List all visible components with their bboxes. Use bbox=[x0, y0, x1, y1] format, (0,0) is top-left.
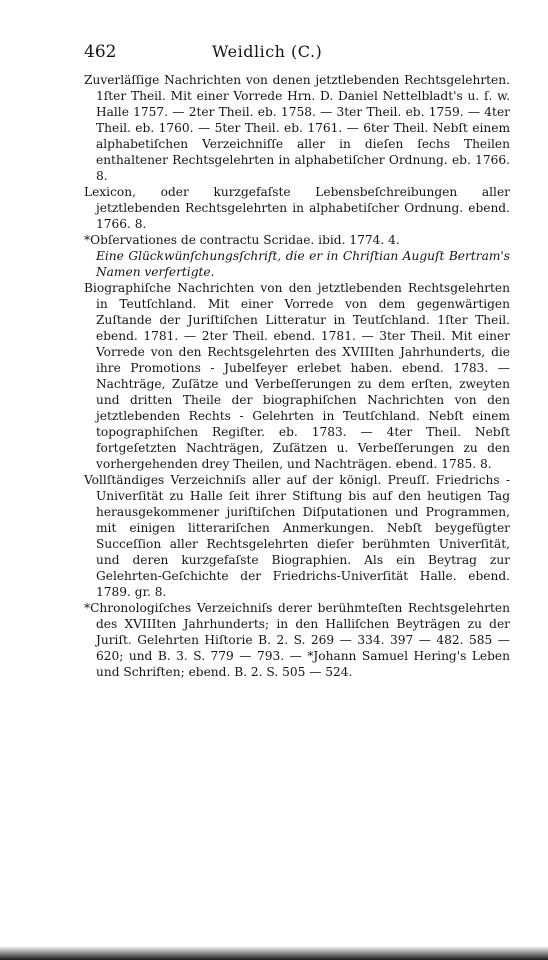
bibliography-list bbox=[84, 72, 510, 680]
entry-note: Eine Glückwünſchungsſchrift, die er in Chriſtian Auguſt Bertram's Namen verfertigte. bbox=[96, 249, 510, 279]
entry-text: Zuverläſſige Nachrichten von denen jetztlebenden Rechtsgelehrten. 1ſter Theil. Mit einer Vorrede Hrn. D. Daniel Nettelbladt's u. ſ. w. Halle 1757. — 2ter Theil. eb. 1758. — 3ter Theil. eb. 1759. — 4ter Theil. eb. 1760. — 5ter Theil. eb. 1761. — 6ter Theil. Nebſt einem alphabetiſchen Verzeichniſſe aller in dieſen ſechs Theilen enthaltener Rechtsgelehrten in alphabetiſcher Ordnung. eb. 1766. 8. bbox=[84, 73, 510, 183]
bibliography-entry bbox=[84, 184, 510, 232]
bibliography-entry bbox=[84, 72, 510, 184]
bibliography-entry bbox=[84, 600, 510, 680]
running-head: Weidlich (C.) bbox=[212, 42, 323, 61]
bibliography-entry bbox=[84, 280, 510, 472]
entry-text: Biographiſche Nachrichten von den jetztlebenden Rechtsgelehrten in Teutſchland. Mit einer Vorrede von dem gegenwärtigen Zuſtande der Juriſtiſchen Litteratur in Teutſchland. 1ſter Theil. ebend. 1781. — 2ter Theil. ebend. 1781. — 3ter Theil. Mit einer Vorrede von den Rechtsgelehrten des XVIIIten Jahrhunderts, die ihre Promotions - Jubelfeyer erlebet haben. ebend. 1783. — Nachträge, Zuſätze und Verbeſſerungen zu dem erſten, zweyten und dritten Theile der biographiſchen Nachrichten von den jetztlebenden Rechts - Gelehrten in Teutſchland. Nebſt einem topographiſchen Regiſter. eb. 1783. — 4ter Theil. Nebſt fortgeſetzten Nachträgen, Zuſätzen u. Verbeſſerungen zu den vorhergehenden drey Theilen, und Nachträgen. ebend. 1785. 8. bbox=[84, 281, 510, 471]
page-header bbox=[84, 42, 510, 68]
entry-text: *Obſervationes de contractu Scridae. ibid. 1774. 4. bbox=[84, 233, 400, 247]
entry-text: Lexicon, oder kurzgefaſste Lebensbeſchreibungen aller jetztlebenden Rechtsgelehrten in alphabetiſcher Ordnung. ebend. 1766. 8. bbox=[84, 185, 510, 231]
entry-text: *Chronologiſches Verzeichniſs derer berühmteſten Rechtsgelehrten des XVIIIten Jahrhunderts; in den Halliſchen Beyträgen zu der Juriſt. Gelehrten Hiſtorie B. 2. S. 269 — 334. 397 — 482. 585 — 620; und B. 3. S. 779 — 793. — *Johann Samuel Hering's Leben und Schriften; ebend. B. 2. S. 505 — 524. bbox=[84, 601, 510, 679]
scan-edge-shadow bbox=[0, 946, 548, 960]
bibliography-entry bbox=[84, 472, 510, 600]
entry-text: Vollſtändiges Verzeichniſs aller auf der königl. Preuſſ. Friedrichs - Univerſität zu Halle ſeit ihrer Stiftung bis auf den heutigen Tag herausgekommener juriſtiſchen Diſputationen und Programmen, mit einigen litterariſchen Anmerkungen. Nebſt beygefügter Succeſſion aller Rechtsgelehrten dieſer berühmten Univerſität, und deren kurzgefaſste Biographien. Als ein Beytrag zur Gelehrten-Geſchichte der Friedrichs-Univerſität Halle. ebend. 1789. gr. 8. bbox=[84, 473, 510, 599]
page-number: 462 bbox=[84, 42, 117, 62]
bibliography-entry bbox=[84, 232, 510, 280]
